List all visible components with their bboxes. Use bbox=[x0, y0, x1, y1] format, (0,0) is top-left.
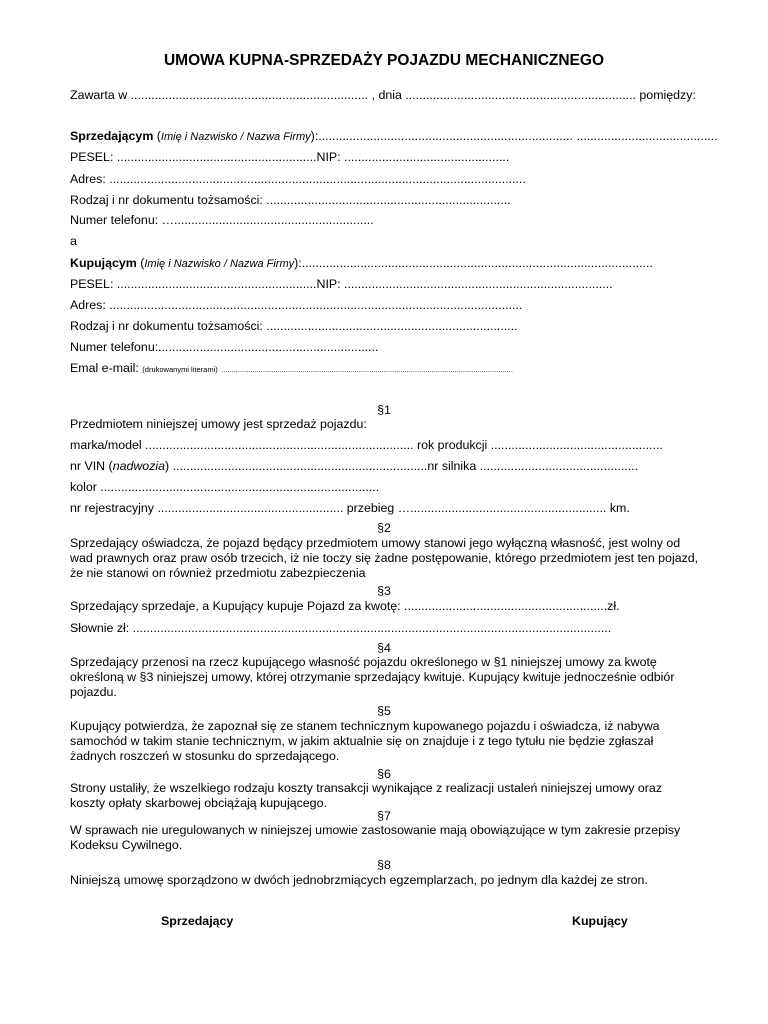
buyer-email-field: ............................................................................................................................................ bbox=[221, 365, 513, 374]
buyer-address-line: Adres: ........................................................................................................................ bbox=[70, 298, 523, 312]
section-7-heading: §7 bbox=[377, 809, 391, 823]
seller-name-hint: Imię i Nazwisko / Nazwa Firmy bbox=[160, 131, 311, 143]
section-3-text: Sprzedający sprzedaje, a Kupujący kupuje Pojazd za kwotę: ...........................................................zł. bbox=[70, 599, 620, 613]
seller-id-doc-line: Rodzaj i nr dokumentu tożsamości: ....................................................................... bbox=[70, 193, 511, 207]
vehicle-registration-line: nr rejestracyjny ...................................................... przebieg …......................................................... km. bbox=[70, 501, 630, 515]
intro-line: Zawarta w ..................................................................... , dnia ................................................................... pomiędzy: bbox=[70, 88, 696, 102]
vehicle-vin-line bbox=[70, 459, 638, 474]
buyer-name-line: Kupującym (Imię i Nazwisko / Nazwa Firmy):...................................................................................................... bbox=[70, 256, 653, 270]
buyer-label: Kupującym bbox=[70, 256, 137, 270]
section-6-heading: §6 bbox=[377, 767, 391, 781]
buyer-pesel-nip-line: PESEL: ..........................................................NIP: .............................................................................. bbox=[70, 277, 613, 291]
vehicle-make-line: marka/model .............................................................................. rok produkcji .................................................. bbox=[70, 438, 663, 452]
seller-name-line: Sprzedającym (Imię i Nazwisko / Nazwa Firmy):.......................................................................... ......................................... bbox=[70, 129, 718, 143]
section-5-heading: §5 bbox=[377, 704, 391, 718]
conjunction-and: a bbox=[70, 234, 77, 248]
buyer-id-doc-line: Rodzaj i nr dokumentu tożsamości: ......................................................................... bbox=[70, 319, 518, 333]
buyer-phone-line: Numer telefonu:................................................................ bbox=[70, 340, 379, 354]
buyer-name-hint: Imię i Nazwisko / Nazwa Firmy bbox=[144, 258, 295, 270]
section-5-text: Kupujący potwierdza, że zapoznał się ze stanem technicznym kupowanego pojazdu i oświadcza, iż nabywa samochód w takim stanie technicznym, w jakim aktualnie się on znajduje i z tego tytułu nie będzie zgłaszał żadnych roszczeń w stosunku do sprzedającego. bbox=[70, 719, 660, 764]
vin-body-label: nadwozia bbox=[112, 459, 166, 473]
section-6-text: Strony ustaliły, że wszelkiego rodzaju koszty transakcji wynikające z realizacji ustaleń niniejszej umowy oraz koszty opłaty skarbowej obciążają kupującego. bbox=[70, 781, 663, 811]
section-2-text: Sprzedający oświadcza, że pojazd będący przedmiotem umowy stanowi jego wyłączną własność, jest wolny od wad prawnych oraz praw osób trzecich, iż nie toczy się żadne postępowanie, którego przedmiotem jest ten pojazd, że nie stanowi on również przedmiotu zabezpieczenia bbox=[70, 536, 699, 581]
seller-phone-line: Numer telefonu: ….......................................................... bbox=[70, 213, 374, 227]
section-4-text: Sprzedający przenosi na rzecz kupującego własność pojazdu określonego w §1 niniejszej umowy za kwotę określoną w §3 niniejszej umowy, której otrzymanie sprzedający kwituje. Kupujący kwituje jednocześnie odbiór pojazdu. bbox=[70, 655, 675, 700]
seller-label: Sprzedającym bbox=[70, 129, 154, 143]
section-1-heading: §1 bbox=[377, 403, 391, 417]
buyer-name-field: :...................................................................................................... bbox=[298, 256, 653, 270]
seller-signature-label: Sprzedający bbox=[161, 914, 234, 928]
section-4-heading: §4 bbox=[377, 641, 391, 655]
buyer-email-hint: (drukowanymi literami) bbox=[142, 365, 218, 374]
section-2-heading: §2 bbox=[377, 521, 391, 535]
buyer-email-line bbox=[70, 361, 513, 377]
section-7-text: W sprawach nie uregulowanych w niniejszej umowie zastosowanie mają obowiązujące w tym zakresie przepisy Kodeksu Cywilnego. bbox=[70, 823, 681, 853]
document-title: UMOWA KUPNA-SPRZEDAŻY POJAZDU MECHANICZNEGO bbox=[163, 52, 605, 69]
vin-engine-field: ) ..........................................................................nr silnika .............................................. bbox=[165, 459, 639, 473]
section-8-text: Niniejszą umowę sporządzono w dwóch jednobrzmiących egzemplarzach, po jednym dla każdej ze stron. bbox=[70, 873, 648, 887]
section-3-heading: §3 bbox=[377, 584, 391, 598]
section-8-heading: §8 bbox=[377, 858, 391, 872]
vin-label: nr VIN ( bbox=[70, 459, 113, 473]
seller-name-field: :.......................................................................... ......................................... bbox=[314, 129, 718, 143]
vehicle-color-line: kolor ................................................................................. bbox=[70, 480, 380, 494]
seller-pesel-nip-line: PESEL: ..........................................................NIP: ................................................ bbox=[70, 150, 510, 164]
amount-in-words-line: Słownie zł: ........................................................................................................................................... bbox=[70, 621, 612, 635]
buyer-email-label: Emal e-mail: bbox=[70, 361, 143, 375]
seller-address-line: Adres: ......................................................................................................................... bbox=[70, 172, 526, 186]
buyer-signature-label: Kupujący bbox=[572, 914, 628, 928]
section-1-text: Przedmiotem niniejszej umowy jest sprzedaż pojazdu: bbox=[70, 417, 367, 431]
